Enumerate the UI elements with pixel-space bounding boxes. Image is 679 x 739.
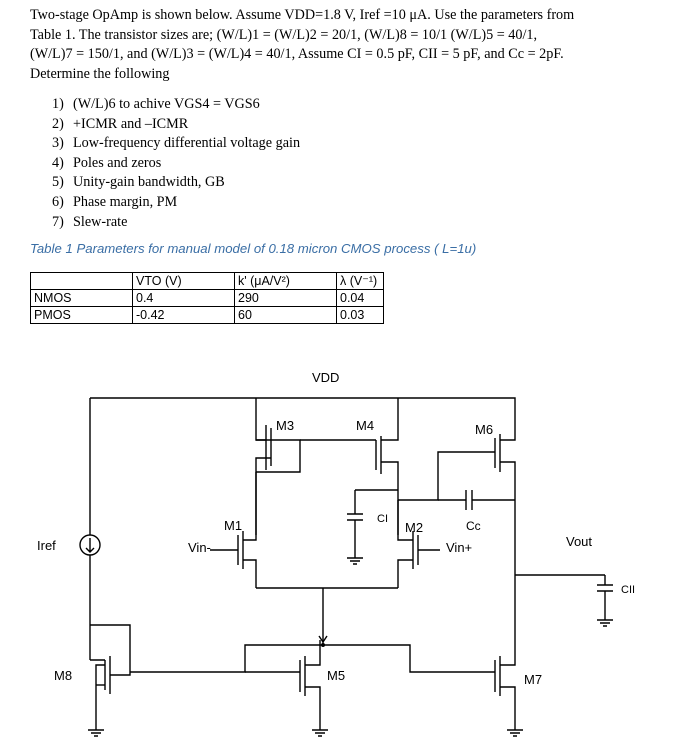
vin-minus-label: Vin-: [188, 540, 211, 555]
junction-dots: [321, 643, 325, 647]
m8-transistor: [88, 625, 130, 736]
task-item: 1) (W/L)6 to achive VGS4 = VGS6: [52, 96, 260, 112]
intro-line: (W/L)7 = 150/1, and (W/L)3 = (W/L)4 = 40/1, Assume CI = 0.5 pF, CII = 5 pF, and Cc = 2pF.: [30, 46, 564, 62]
bias-line: [130, 640, 323, 672]
cii-label: CII: [621, 584, 636, 596]
bias-line-2: [245, 645, 495, 672]
task-item: 2) +ICMR and –ICMR: [52, 115, 189, 132]
m5-transistor: [300, 588, 328, 736]
vout-label: Vout: [566, 534, 593, 549]
intro-line: Determine the following: [30, 65, 170, 82]
m1-label: M1: [224, 518, 243, 533]
m6-label: M6: [475, 422, 494, 437]
ci-label: CI: [377, 513, 388, 525]
m8-label: M8: [54, 668, 73, 683]
table-cell: 0.04: [337, 290, 384, 307]
m3-label: M3: [276, 418, 295, 433]
m7-transistor: [495, 575, 523, 736]
table-cell: 0.03: [337, 307, 384, 324]
m5-label: M5: [327, 668, 346, 683]
table-cell: NMOS: [31, 290, 133, 307]
iref-source: [80, 535, 100, 625]
task-item: 6) Phase margin, PM: [52, 193, 178, 210]
vdd-rail: [90, 398, 515, 535]
ci-capacitor: [347, 490, 398, 564]
task-item: 5) Unity-gain bandwidth, GB: [52, 174, 225, 191]
m2-transistor: [398, 500, 440, 588]
iref-label: Iref: [37, 538, 56, 553]
table-header-cell: k' (μA/V²): [235, 273, 337, 290]
m4-label: M4: [356, 418, 375, 433]
table-cell: PMOS: [31, 307, 133, 324]
cc-capacitor: [466, 490, 515, 510]
intro-line: Two-stage OpAmp is shown below. Assume VDD=1.8 V, Iref =10 μA. Use the parameters from: [30, 7, 575, 23]
circuit-labels: [37, 370, 635, 687]
table-cell: -0.42: [133, 307, 235, 324]
vin-plus-label: Vin+: [446, 540, 473, 555]
table-caption: Table 1 Parameters for manual model of 0.18 micron CMOS process ( L=1u): [30, 241, 477, 256]
task-item: 4) Poles and zeros: [52, 154, 162, 171]
table-cell: 60: [235, 307, 337, 324]
task-item: 7) Slew-rate: [52, 213, 128, 230]
m2-label: M2: [405, 520, 424, 535]
vdd-label: VDD: [312, 370, 340, 385]
table-cell: 0.4: [133, 290, 235, 307]
m6-transistor: [495, 430, 515, 575]
cii-capacitor: [597, 575, 613, 626]
table-header-cell: VTO (V): [133, 273, 235, 290]
cc-label: Cc: [466, 519, 481, 533]
intro-line: Table 1. The transistor sizes are; (W/L)1 = (W/L)2 = 20/1, (W/L)8 = 10/1 (W/L)5 = 40/1,: [30, 26, 538, 43]
table-cell: 290: [235, 290, 337, 307]
task-item: 3) Low-frequency differential voltage gain: [52, 135, 301, 152]
first-stage-output: [398, 452, 495, 500]
m7-label: M7: [524, 672, 543, 687]
table-header-cell: λ (V⁻¹): [337, 273, 384, 290]
